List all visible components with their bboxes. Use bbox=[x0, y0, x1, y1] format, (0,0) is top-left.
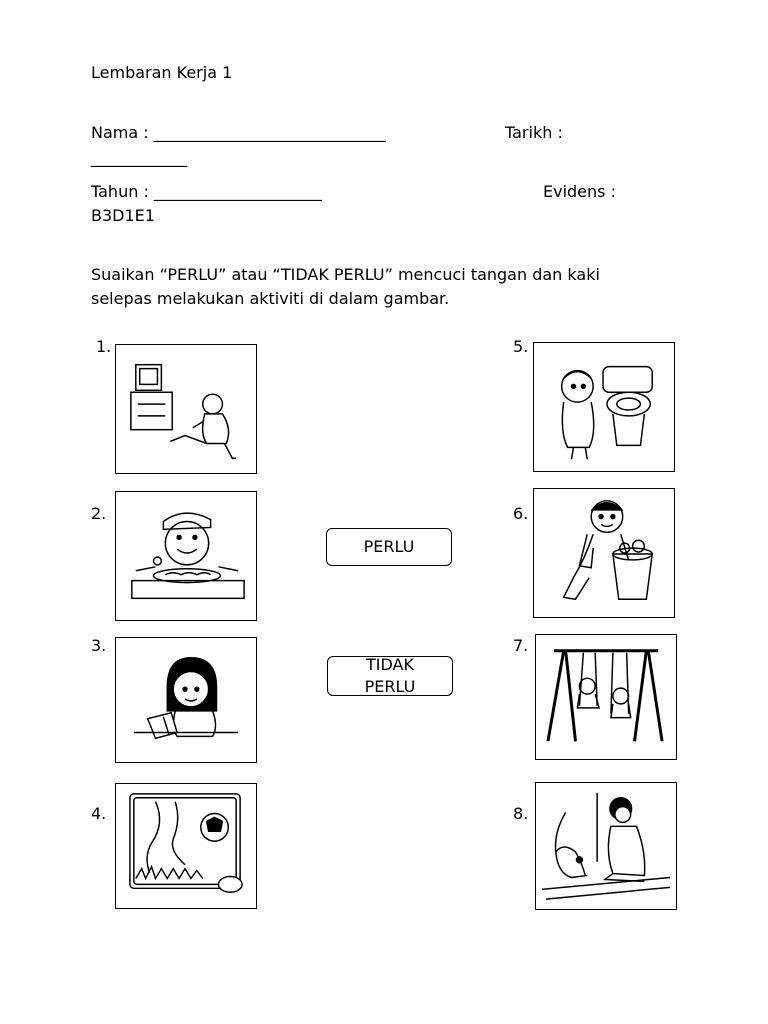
boy-garbage-icon bbox=[534, 489, 674, 617]
football-kick-icon bbox=[116, 784, 256, 908]
picture-3[interactable] bbox=[115, 637, 257, 763]
evidence-code: B3D1E1 bbox=[91, 206, 155, 225]
item-number: 5. bbox=[513, 337, 529, 356]
picture-5[interactable] bbox=[533, 342, 675, 472]
option-perlu[interactable] bbox=[326, 528, 452, 566]
worksheet-title: Lembaran Kerja 1 bbox=[91, 63, 233, 82]
option-perlu-label: PERLU bbox=[363, 537, 415, 556]
boy-watching-tv-icon bbox=[116, 345, 256, 473]
item-number: 6. bbox=[513, 504, 529, 523]
option-tidak-perlu-label-line2: PERLU bbox=[364, 677, 416, 696]
item-number: 1. bbox=[96, 337, 112, 356]
item-number: 7. bbox=[513, 636, 529, 655]
item-number: 2. bbox=[91, 504, 107, 523]
boy-eating-icon bbox=[116, 492, 256, 620]
date-field-line[interactable]: ____________ bbox=[91, 148, 187, 167]
year-field[interactable]: Tahun : _____________________ bbox=[91, 182, 322, 201]
name-field[interactable]: Nama : _____________________________ bbox=[91, 123, 386, 142]
picture-4[interactable] bbox=[115, 783, 257, 909]
evidence-label: Evidens : bbox=[543, 182, 616, 201]
girl-reading-icon bbox=[116, 638, 256, 762]
picture-6[interactable] bbox=[533, 488, 675, 618]
girl-with-cat-icon bbox=[536, 783, 676, 909]
instruction-line-1: Suaikan “PERLU” atau “TIDAK PERLU” mencuci tangan dan kaki bbox=[91, 265, 600, 284]
boy-toilet-icon bbox=[534, 343, 674, 471]
children-swing-icon bbox=[536, 635, 676, 759]
picture-2[interactable] bbox=[115, 491, 257, 621]
option-tidak-perlu[interactable] bbox=[327, 656, 453, 696]
item-number: 8. bbox=[513, 804, 529, 823]
picture-1[interactable] bbox=[115, 344, 257, 474]
instruction-line-2: selepas melakukan aktiviti di dalam gambar. bbox=[91, 289, 450, 308]
picture-8[interactable] bbox=[535, 782, 677, 910]
item-number: 3. bbox=[91, 636, 107, 655]
option-tidak-perlu-label-line1: TIDAK bbox=[366, 655, 414, 674]
picture-7[interactable] bbox=[535, 634, 677, 760]
date-label: Tarikh : bbox=[505, 123, 563, 142]
item-number: 4. bbox=[91, 804, 107, 823]
